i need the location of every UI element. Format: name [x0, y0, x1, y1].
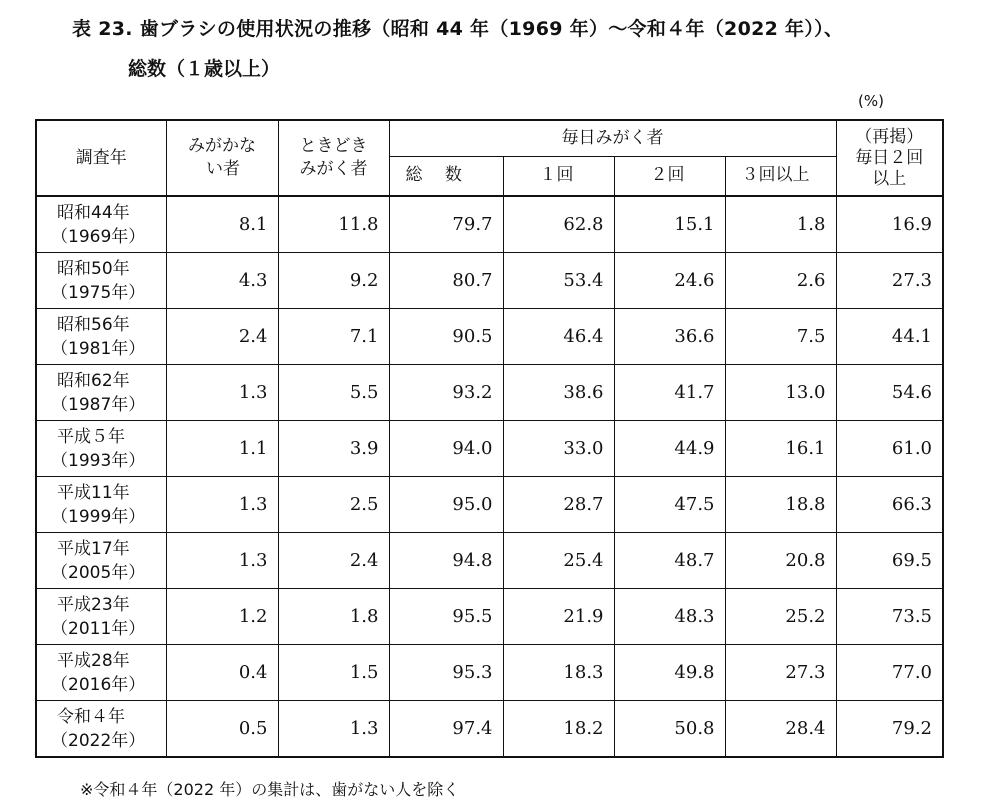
sometimes-cell: 2.5	[278, 477, 389, 533]
header-three-plus: ３回以上	[725, 156, 836, 196]
once-cell: 25.4	[503, 533, 614, 589]
twice-plus-reprint-cell: 77.0	[836, 645, 943, 701]
daily-total-cell: 93.2	[389, 365, 503, 421]
table-row	[36, 253, 943, 309]
sometimes-cell: 7.1	[278, 309, 389, 365]
twice-plus-reprint-cell: 69.5	[836, 533, 943, 589]
era-label: 平成23年	[57, 594, 130, 615]
era-label: 昭和50年	[57, 258, 130, 279]
twice-cell: 24.6	[614, 253, 725, 309]
toothbrush-usage-table	[35, 119, 944, 758]
header-sometimes-brushing: ときどき みがく者	[278, 120, 389, 196]
era-label: 昭和56年	[57, 314, 130, 335]
daily-total-cell: 79.7	[389, 196, 503, 253]
twice-cell: 48.3	[614, 589, 725, 645]
sometimes-cell: 2.4	[278, 533, 389, 589]
footnote: ※令和４年（2022 年）の集計は、歯がない人を除く	[80, 780, 460, 799]
twice-cell: 41.7	[614, 365, 725, 421]
no-brushing-cell: 0.4	[166, 645, 278, 701]
three-plus-cell: 25.2	[725, 589, 836, 645]
survey-year-cell	[36, 477, 166, 533]
three-plus-cell: 16.1	[725, 421, 836, 477]
table-title-line1: 表 23. 歯ブラシの使用状況の推移（昭和 44 年（1969 年）〜令和４年（2022 年））、	[72, 18, 844, 40]
western-year-label: （1999年）	[51, 506, 146, 527]
era-label: 令和４年	[57, 706, 125, 727]
table-row	[36, 196, 943, 253]
table-body	[36, 196, 943, 757]
twice-plus-reprint-cell: 16.9	[836, 196, 943, 253]
once-cell: 33.0	[503, 421, 614, 477]
daily-total-cell: 97.4	[389, 701, 503, 758]
no-brushing-cell: 1.3	[166, 477, 278, 533]
twice-plus-reprint-cell: 66.3	[836, 477, 943, 533]
daily-total-cell: 95.3	[389, 645, 503, 701]
twice-plus-reprint-cell: 54.6	[836, 365, 943, 421]
era-label: 平成５年	[57, 426, 125, 447]
no-brushing-cell: 2.4	[166, 309, 278, 365]
no-brushing-cell: 4.3	[166, 253, 278, 309]
western-year-label: （1987年）	[51, 394, 146, 415]
sometimes-cell: 1.3	[278, 701, 389, 758]
three-plus-cell: 27.3	[725, 645, 836, 701]
era-label: 昭和44年	[57, 202, 130, 223]
header-no-brushing: みがかな い者	[166, 120, 278, 196]
header-daily-brushing-group: 毎日みがく者	[389, 120, 836, 156]
western-year-label: （1969年）	[51, 226, 146, 247]
sometimes-cell: 1.8	[278, 589, 389, 645]
once-cell: 18.2	[503, 701, 614, 758]
no-brushing-cell: 8.1	[166, 196, 278, 253]
table-title-line2: 総数（１歳以上）	[128, 58, 281, 80]
twice-plus-reprint-cell: 27.3	[836, 253, 943, 309]
unit-label: (%)	[858, 92, 884, 110]
western-year-label: （2016年）	[51, 674, 146, 695]
twice-plus-reprint-cell: 61.0	[836, 421, 943, 477]
table-row	[36, 421, 943, 477]
three-plus-cell: 13.0	[725, 365, 836, 421]
sometimes-cell: 11.8	[278, 196, 389, 253]
twice-plus-reprint-cell: 44.1	[836, 309, 943, 365]
era-label: 平成28年	[57, 650, 130, 671]
era-label: 昭和62年	[57, 370, 130, 391]
table-row	[36, 533, 943, 589]
survey-year-cell	[36, 589, 166, 645]
table-row	[36, 701, 943, 758]
twice-cell: 47.5	[614, 477, 725, 533]
western-year-label: （1993年）	[51, 450, 146, 471]
once-cell: 38.6	[503, 365, 614, 421]
era-label: 平成11年	[57, 482, 130, 503]
survey-year-cell	[36, 196, 166, 253]
survey-year-cell	[36, 645, 166, 701]
survey-year-cell	[36, 309, 166, 365]
daily-total-cell: 95.0	[389, 477, 503, 533]
daily-total-cell: 90.5	[389, 309, 503, 365]
daily-total-cell: 95.5	[389, 589, 503, 645]
sometimes-cell: 1.5	[278, 645, 389, 701]
no-brushing-cell: 1.2	[166, 589, 278, 645]
no-brushing-cell: 1.3	[166, 533, 278, 589]
western-year-label: （2005年）	[51, 562, 146, 583]
twice-cell: 44.9	[614, 421, 725, 477]
no-brushing-cell: 1.1	[166, 421, 278, 477]
header-twice: ２回	[614, 156, 725, 196]
no-brushing-cell: 1.3	[166, 365, 278, 421]
daily-total-cell: 94.8	[389, 533, 503, 589]
three-plus-cell: 28.4	[725, 701, 836, 758]
three-plus-cell: 18.8	[725, 477, 836, 533]
era-label: 平成17年	[57, 538, 130, 559]
three-plus-cell: 7.5	[725, 309, 836, 365]
sometimes-cell: 3.9	[278, 421, 389, 477]
twice-cell: 36.6	[614, 309, 725, 365]
survey-year-cell	[36, 253, 166, 309]
once-cell: 28.7	[503, 477, 614, 533]
table-row	[36, 309, 943, 365]
header-survey-year: 調査年	[36, 120, 166, 196]
survey-year-cell	[36, 533, 166, 589]
no-brushing-cell: 0.5	[166, 701, 278, 758]
table-row	[36, 645, 943, 701]
western-year-label: （2022年）	[51, 730, 146, 751]
western-year-label: （2011年）	[51, 618, 146, 639]
header-reprint-twice-plus: （再掲） 毎日２回 以上	[836, 120, 943, 196]
western-year-label: （1981年）	[51, 338, 146, 359]
header-total: 総 数	[389, 156, 503, 196]
twice-plus-reprint-cell: 79.2	[836, 701, 943, 758]
survey-year-cell	[36, 701, 166, 758]
western-year-label: （1975年）	[51, 282, 146, 303]
table-row	[36, 477, 943, 533]
three-plus-cell: 2.6	[725, 253, 836, 309]
twice-plus-reprint-cell: 73.5	[836, 589, 943, 645]
header-once: １回	[503, 156, 614, 196]
twice-cell: 49.8	[614, 645, 725, 701]
three-plus-cell: 1.8	[725, 196, 836, 253]
daily-total-cell: 94.0	[389, 421, 503, 477]
sometimes-cell: 9.2	[278, 253, 389, 309]
once-cell: 53.4	[503, 253, 614, 309]
three-plus-cell: 20.8	[725, 533, 836, 589]
table-row	[36, 365, 943, 421]
twice-cell: 15.1	[614, 196, 725, 253]
once-cell: 62.8	[503, 196, 614, 253]
once-cell: 18.3	[503, 645, 614, 701]
once-cell: 46.4	[503, 309, 614, 365]
twice-cell: 50.8	[614, 701, 725, 758]
survey-year-cell	[36, 365, 166, 421]
table-row	[36, 589, 943, 645]
survey-year-cell	[36, 421, 166, 477]
daily-total-cell: 80.7	[389, 253, 503, 309]
sometimes-cell: 5.5	[278, 365, 389, 421]
twice-cell: 48.7	[614, 533, 725, 589]
once-cell: 21.9	[503, 589, 614, 645]
